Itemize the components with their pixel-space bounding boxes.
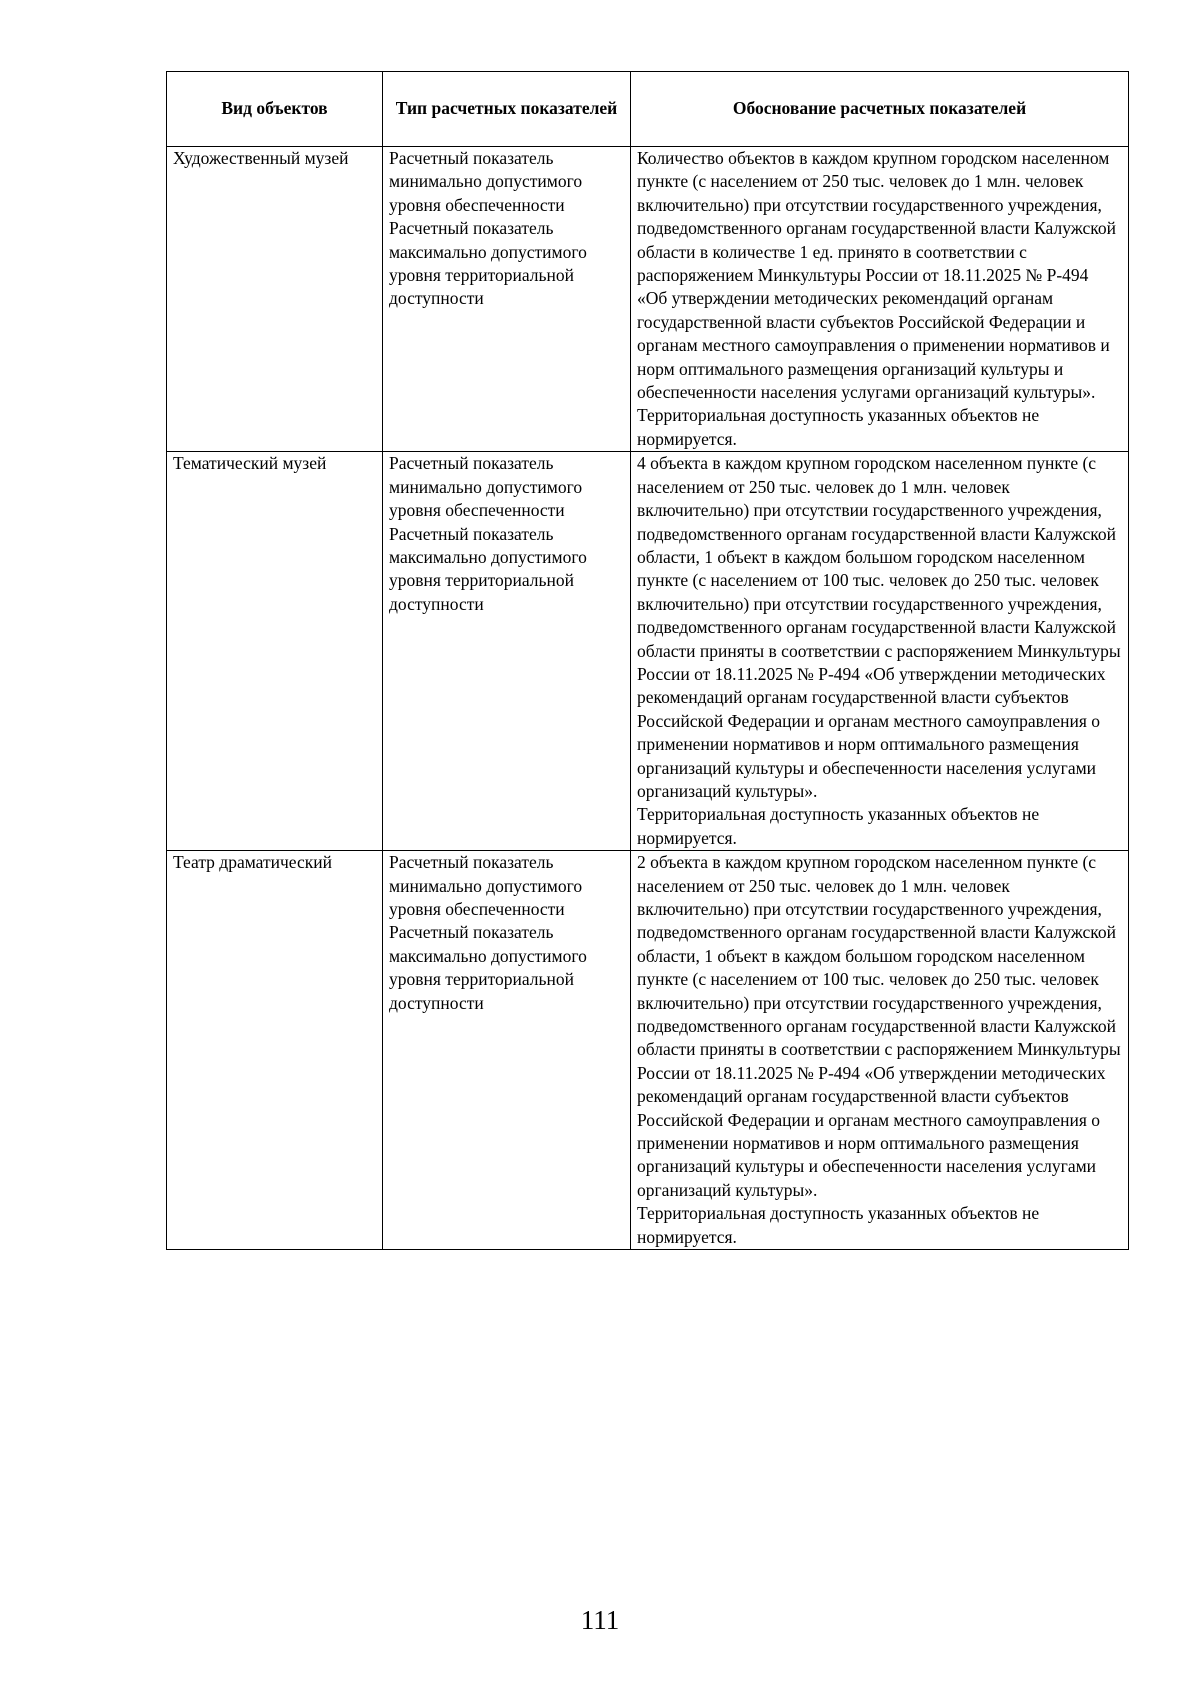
header-indicator-type: Тип расчетных показателей xyxy=(383,72,631,147)
justification-paragraph: Количество объектов в каждом крупном городском населенном пункте (с населением от 250 тыс. человек до 1 млн. человек включительно) при отсутствии государственного учреждения, подведомственного органам государственной власти Калужской области в количестве 1 ед. принято в соответствии с распоряжением Минкультуры России от 18.11.2025 № Р-494 «Об утверждении методических рекомендаций органам государственной власти субъектов Российской Федерации и органам местного самоуправления о применении нормативов и норм оптимального размещения организаций культуры и обеспеченности населения услугами организаций культуры». xyxy=(637,148,1116,403)
indicator-type-line: Расчетный показатель минимально допустимого уровня обеспеченности xyxy=(389,852,583,919)
table-header-row xyxy=(167,72,1129,147)
justification-paragraph: 2 объекта в каждом крупном городском населенном пункте (с населением от 250 тыс. человек до 1 млн. человек включительно) при отсутствии государственного учреждения, подведомственного органам государственной власти Калужской области, 1 объект в каждом большом городском населенном пункте (с населением от 100 тыс. человек до 250 тыс. человек включительно) при отсутствии государственного учреждения, подведомственного органам государственной власти Калужской области приняты в соответствии с распоряжением Минкультуры России от 18.11.2025 № Р-494 «Об утверждении методических рекомендаций органам государственной власти субъектов Российской Федерации и органам местного самоуправления о применении нормативов и норм оптимального размещения организаций культуры и обеспеченности населения услугами организаций культуры». xyxy=(637,852,1121,1200)
object-cell: Театр драматический xyxy=(167,851,383,1250)
header-justification: Обоснование расчетных показателей xyxy=(631,72,1129,147)
indicator-type-cell xyxy=(383,452,631,851)
object-cell: Тематический музей xyxy=(167,452,383,851)
justification-cell xyxy=(631,147,1129,452)
table-row xyxy=(167,452,1129,851)
indicator-type-line: Расчетный показатель максимально допустимого уровня территориальной доступности xyxy=(389,922,587,1013)
page-number: 111 xyxy=(580,1605,620,1635)
justification-paragraph: Территориальная доступность указанных объектов не нормируется. xyxy=(637,405,1040,449)
indicator-type-line: Расчетный показатель минимально допустимого уровня обеспеченности xyxy=(389,148,583,215)
indicators-table xyxy=(166,71,1129,1250)
justification-cell xyxy=(631,851,1129,1250)
header-object-type: Вид объектов xyxy=(167,72,383,147)
justification-paragraph: 4 объекта в каждом крупном городском населенном пункте (с населением от 250 тыс. человек до 1 млн. человек включительно) при отсутствии государственного учреждения, подведомственного органам государственной власти Калужской области, 1 объект в каждом большом городском населенном пункте (с населением от 100 тыс. человек до 250 тыс. человек включительно) при отсутствии государственного учреждения, подведомственного органам государственной власти Калужской области приняты в соответствии с распоряжением Минкультуры России от 18.11.2025 № Р-494 «Об утверждении методических рекомендаций органам государственной власти субъектов Российской Федерации и органам местного самоуправления о применении нормативов и норм оптимального размещения организаций культуры и обеспеченности населения услугами организаций культуры». xyxy=(637,453,1121,801)
indicator-type-line: Расчетный показатель максимально допустимого уровня территориальной доступности xyxy=(389,218,587,309)
justification-paragraph: Территориальная доступность указанных объектов не нормируется. xyxy=(637,804,1040,848)
indicator-type-line: Расчетный показатель минимально допустимого уровня обеспеченности xyxy=(389,453,583,521)
indicator-type-cell xyxy=(383,851,631,1250)
object-cell: Художественный музей xyxy=(167,147,383,452)
justification-cell xyxy=(631,452,1129,851)
indicator-type-cell xyxy=(383,147,631,452)
table-row xyxy=(167,147,1129,452)
indicator-type-line: Расчетный показатель максимально допустимого уровня территориальной доступности xyxy=(389,523,587,614)
table-row xyxy=(167,851,1129,1250)
justification-paragraph: Территориальная доступность указанных объектов не нормируется. xyxy=(637,1203,1040,1247)
